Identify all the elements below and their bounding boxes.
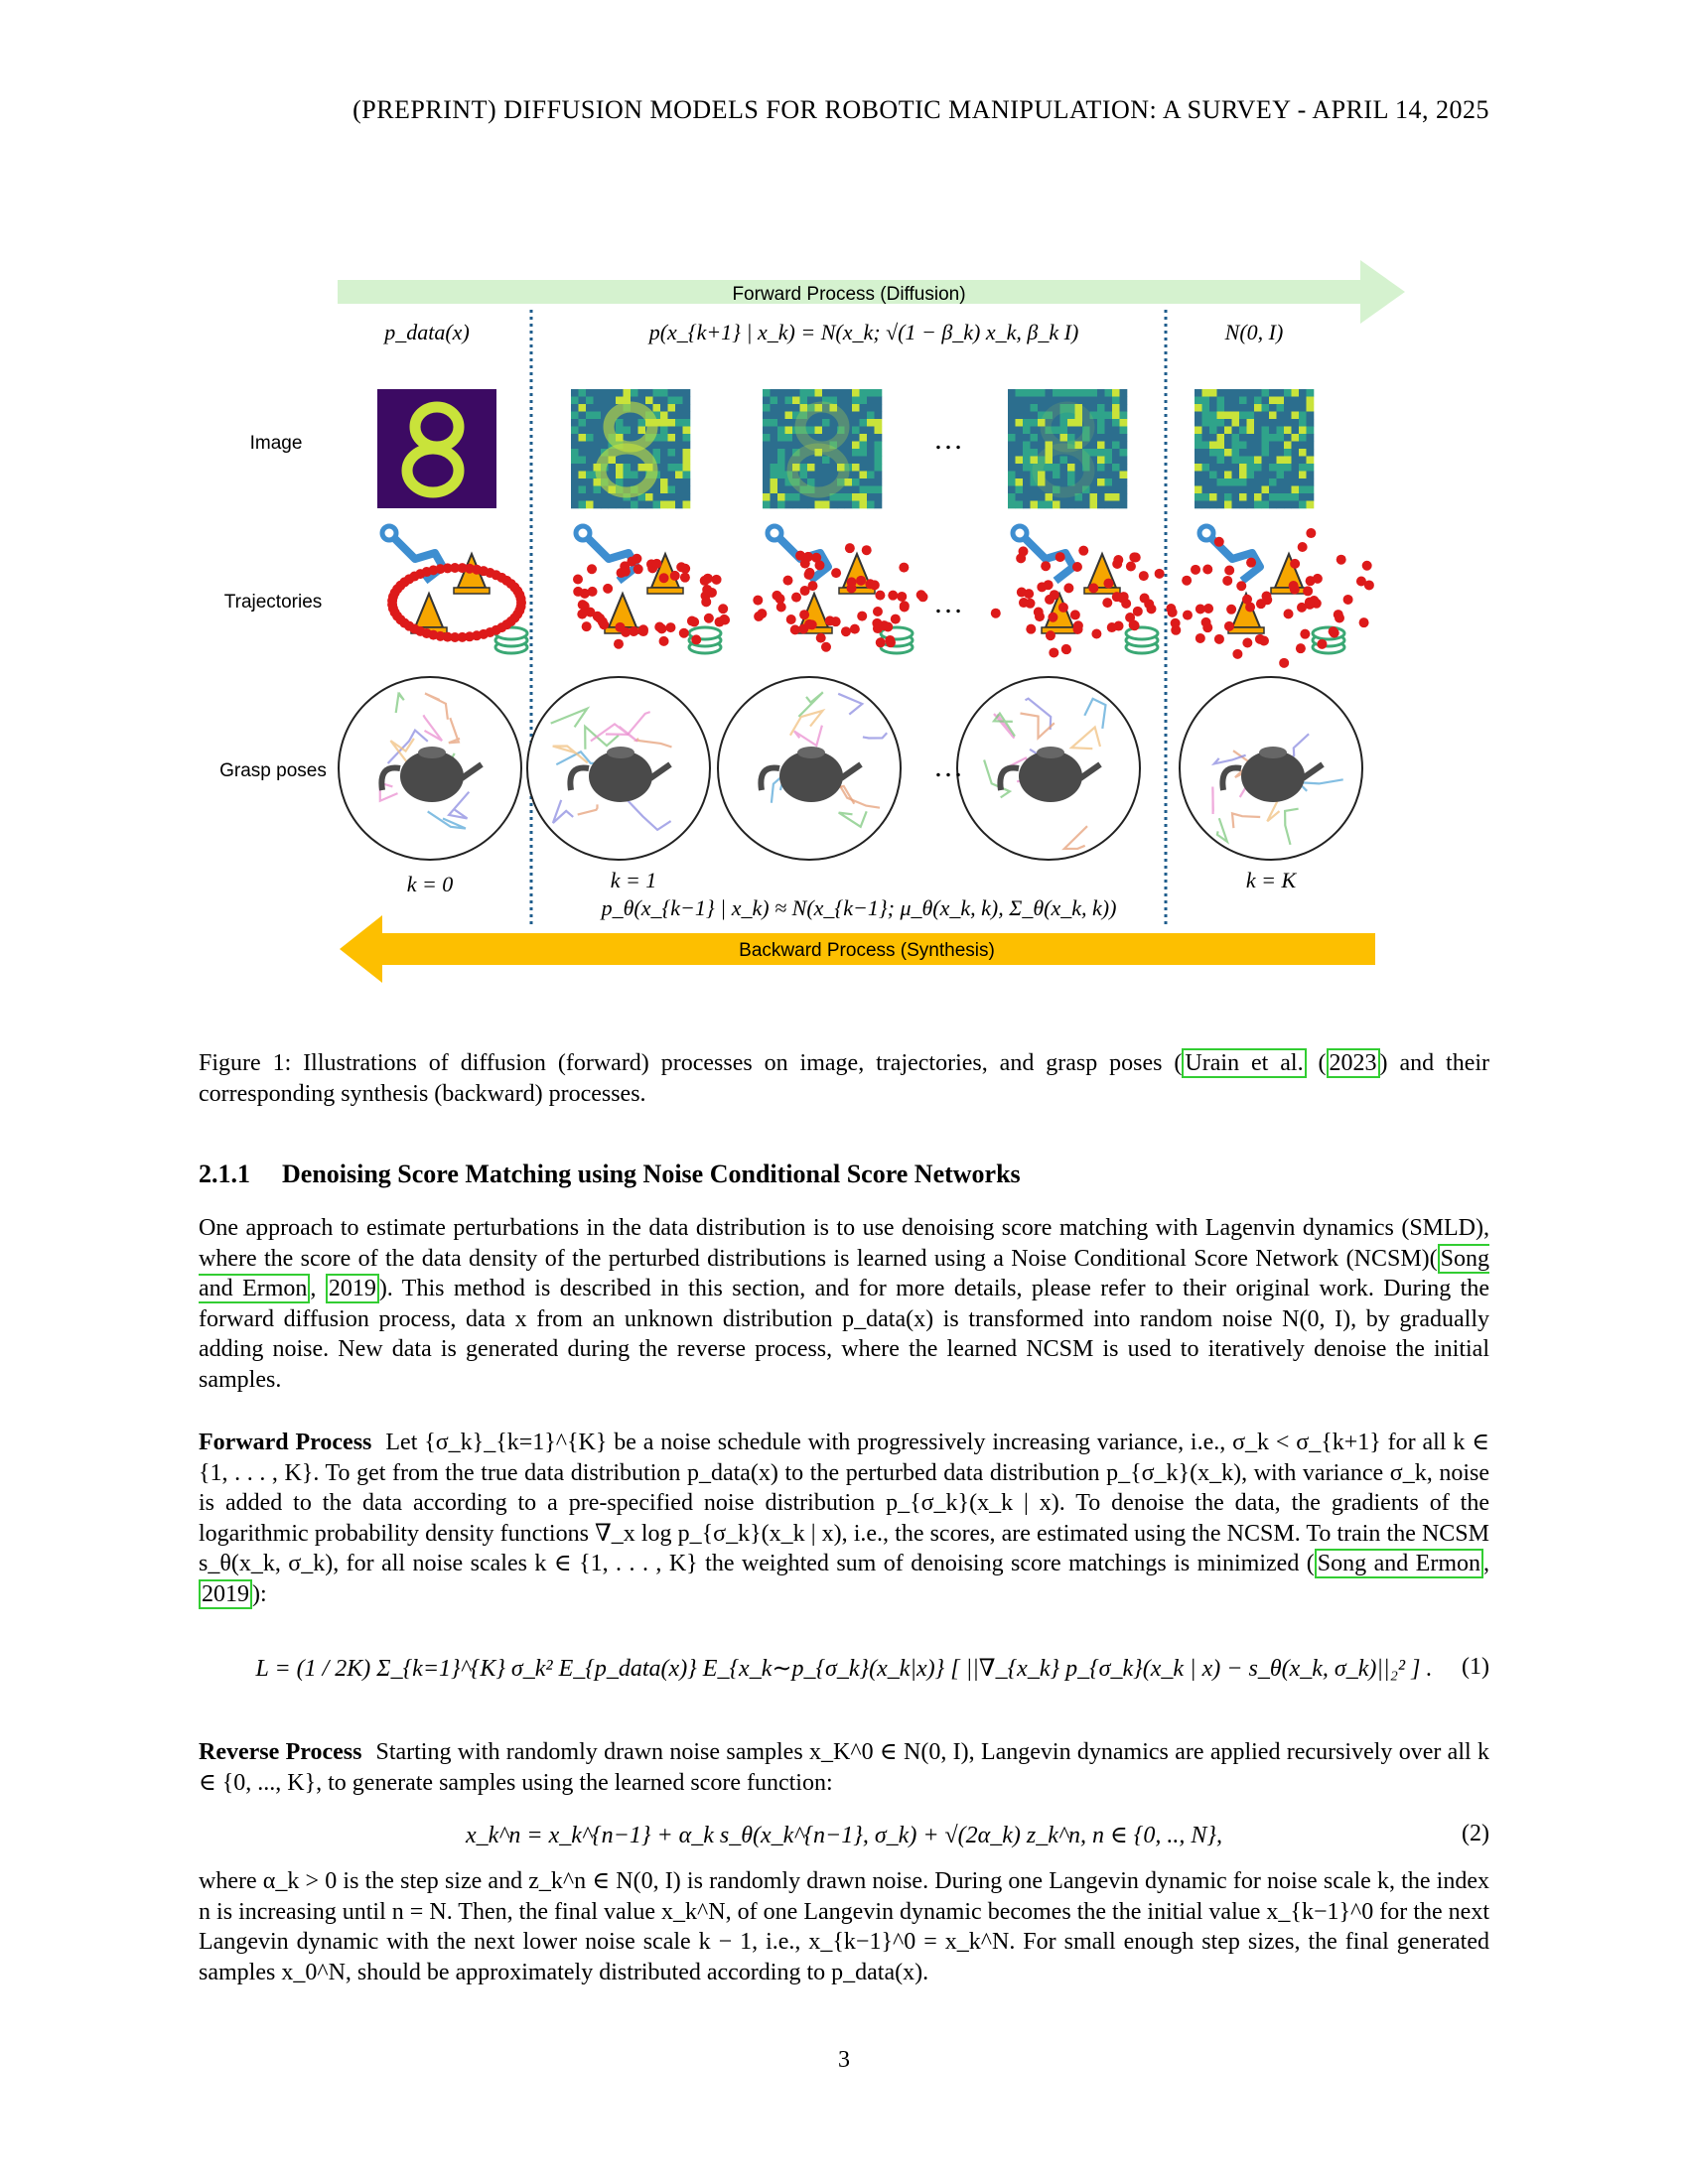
teapot-lid [1259,747,1287,758]
image-panel [763,389,882,508]
trajectory-point [573,575,583,585]
backward-arrow-label: Backward Process (Synthesis) [739,940,995,961]
trajectory-point [1303,586,1313,596]
trajectory-point [825,615,835,625]
citation-urain-year[interactable]: 2023 [1327,1048,1380,1078]
section-heading [199,1160,1489,1189]
trajectory-point [1224,621,1234,631]
trajectory-point [1242,595,1252,605]
trajectory-point [857,612,867,621]
trajectory-point [654,622,664,632]
trajectory-point [899,563,909,573]
trajectory-point [1202,564,1212,574]
trajectory-point [1214,537,1224,547]
trajectory-point [1335,613,1344,622]
image-panel [571,389,690,508]
trajectory-point [516,594,526,604]
trajectory-point [847,577,857,587]
trajectory-point [831,568,841,578]
trajectory-point [665,622,675,632]
ellipsis-trajectory-row: … [933,587,963,619]
trajectory-point [1046,630,1055,640]
reverse-process-paragraph [199,1737,1489,1798]
trajectory-point [1196,633,1205,643]
trajectory-point [1183,611,1193,620]
trajectory-point [1290,559,1300,569]
trajectory-point [1359,617,1369,627]
trajectory-point [772,591,781,601]
trajectory-point [1317,639,1327,649]
trajectory-point [753,596,763,606]
coin-stack-icon [1126,627,1158,639]
intro-text-1: One approach to estimate perturbations in the data distribution is to use denoising score matching with Lagenvin dynamics (SMLD), where the score of the data density of the perturbed distributions is learned using a Noise Conditional Score Network (NCSM)( [199,1215,1489,1272]
traffic-cone-base [454,588,490,594]
trajectory-point [1289,581,1299,591]
trajectory-point [1203,604,1213,614]
trajectory-point [704,614,714,623]
traffic-cone-icon [1275,554,1303,588]
trajectory-point [807,581,817,591]
trajectory-point [718,604,728,614]
trajectory-point [850,624,860,634]
citation-song-ermon-2-year[interactable]: 2019 [199,1579,252,1609]
robot-arm-icon [576,526,590,540]
intro-paragraph: One approach to estimate perturbations in the data distribution is to use denoising score matching with Lagenvin dynamics (SMLD), where the score of the data density of the perturbed distributions is learned using a Noise Conditional Score Network (NCSM)( Song and Ermon , 2019 ). This method is described in this section, and for more details, please refer to their original work. During the forward diffusion process, data x from an unknown distribution p_data(x) is transformed into random noise N(0, I), by gradually adding noise. New data is generated during the reverse process, where the learned NCSM is used to iteratively denoise the initial samples. [199,1215,1489,1393]
trajectory-point [821,642,831,652]
trajectory-point [876,637,886,647]
trajectory-point [1130,620,1140,630]
trajectory-panel [382,526,527,653]
trajectory-point [795,551,805,561]
trajectory-point [659,573,669,583]
forward-text-2: ): [252,1580,267,1607]
trajectory-point [1214,634,1224,644]
trajectory-point [804,619,814,629]
trajectory-point [754,612,764,621]
trajectory-point [1044,580,1054,590]
trajectory-point [1041,561,1051,571]
traffic-cone-base [1271,588,1307,594]
trajectory-point [1298,542,1308,552]
row-label-trajectories: Trajectories [223,592,323,613]
trajectory-point [616,622,626,632]
trajectory-point [1048,613,1057,622]
trajectory-point [875,591,885,601]
figure-1 [199,260,1489,995]
trajectory-point [1131,552,1141,562]
trajectory-point [1300,629,1310,639]
trajectory-point [1024,589,1034,599]
image-panel [1008,389,1127,508]
grasp-panel [957,677,1140,860]
trajectory-point [1284,609,1294,618]
trajectory-point [1155,569,1165,579]
trajectory-point [1226,605,1236,614]
trajectory-point [841,626,851,636]
trajectory-point [1073,624,1083,634]
trajectory-point [715,617,725,627]
teapot-lid [418,747,446,758]
image-panel [1195,389,1314,508]
formula-forward-transition: p(x_{k+1} | x_k) = N(x_k; √(1 − β_k) x_k, β_k I) [648,320,1079,344]
diffusion-illustration [199,260,1489,995]
trajectory-point [1336,555,1346,565]
trajectory-point [900,602,910,612]
trajectory-point [1222,576,1232,586]
caption-text-prefix: Figure 1: Illustrations of diffusion (forward) processes on image, trajectories, and grasp poses ( [199,1050,1183,1076]
trajectory-point [1058,603,1068,613]
trajectory-point [1191,565,1200,575]
trajectory-point [1279,658,1289,668]
traffic-cone-icon [415,594,443,627]
running-header: (PREPRINT) DIFFUSION MODELS FOR ROBOTIC MANIPULATION: A SURVEY - APRIL 14, 2025 [352,95,1489,124]
trajectory-point [651,559,661,569]
trajectory-point [888,591,898,601]
equation-2-body: x_k^n = x_k^{n−1} + α_k s_θ(x_k^{n−1}, σ_k) + √(2α_k) z_k^n, n ∈ {0, .., N}, [466,1823,1222,1848]
trajectory-point [1246,558,1256,568]
formula-reverse-transition: p_θ(x_{k−1} | x_k) ≈ N(x_{k−1}; μ_θ(x_k, k), Σ_θ(x_k, k)) [601,895,1117,920]
robot-arm-icon [768,526,781,540]
section-number: 2.1.1 [199,1160,250,1188]
grasp-row [339,677,1362,860]
trajectory-point [1236,581,1246,591]
trajectory-point [991,609,1001,618]
trajectory-point [1232,649,1242,659]
trajectory-point [791,593,801,603]
trajectory-point [1201,617,1211,627]
grasp-panel [339,677,521,860]
trajectory-point [1016,553,1026,563]
trajectory-point [587,564,597,574]
trajectory-point [670,571,680,581]
forward-arrow-label: Forward Process (Diffusion) [732,284,966,305]
teapot-lid [607,747,634,758]
trajectory-point [1112,592,1122,602]
trajectory-point [1107,622,1117,632]
trajectory-point [1171,618,1181,628]
robot-arm-icon [1013,526,1027,540]
trajectory-point [1102,598,1112,608]
trajectory-point [1262,595,1272,605]
trajectory-point [897,592,907,602]
section-title: Denoising Score Matching using Noise Conditional Score Networks [282,1160,1021,1188]
trajectory-point [782,576,792,586]
equation-1-body: L = (1 / 2K) Σ_{k=1}^{K} σ_k² E_{p_data(x)} E_{x_k∼p_{σ_k}(x_k|x)} [ ||∇_{x_k} p_{σ_k}(x_k | x) − s_θ(x_k, σ_k)||₂² ] . [255,1656,1433,1682]
trajectory-point [1139,571,1149,581]
trajectory-point [1224,566,1234,576]
robot-arm-icon [1026,539,1073,581]
reverse-text: Starting with randomly drawn noise samples x_K^0 ∈ N(0, I), Langevin dynamics are applied recursively over all k ∈ {0, ..., K}, to generate samples using the learned score function: [199,1739,1489,1796]
trajectory-point [1091,628,1101,638]
trajectory-point [659,636,669,646]
trajectory-point [1061,644,1071,654]
page-number: 3 [838,2047,850,2073]
image-panel [377,389,496,508]
trajectory-point [582,621,592,631]
trajectory-point [1026,624,1036,634]
trajectory-point [578,600,588,610]
trajectory-point [1049,647,1058,657]
trajectory-point [1296,643,1306,653]
trajectory-point [691,634,701,644]
trajectory-panel [573,526,730,653]
grasp-panel [527,677,710,860]
grasp-panel [718,677,901,860]
trajectory-point [633,564,643,574]
trajectory-point [1305,598,1315,608]
trajectory-point [1343,595,1353,605]
equation-1-number: (1) [1462,1654,1489,1680]
trajectory-point [872,618,882,628]
closing-paragraph [199,1866,1489,1987]
row-label-grasp-poses: Grasp poses [219,760,327,781]
trajectory-point [680,573,690,583]
trajectory-point [1362,561,1372,571]
equation-2-number: (2) [1462,1821,1489,1846]
trajectory-point [1035,612,1045,621]
trajectory-point [614,639,624,649]
trajectory-point [632,554,641,564]
trajectory-point [577,610,587,619]
trajectory-point [1103,579,1113,589]
trajectory-point [1112,559,1122,569]
trajectory-point [816,633,826,643]
trajectory-point [799,610,809,619]
reverse-process-runin: Reverse Process [199,1739,362,1765]
trajectory-point [573,587,583,597]
trajectory-point [701,597,711,607]
closing-text: where α_k > 0 is the step size and z_k^n ∈ N(0, I) is randomly drawn noise. During one Langevin dynamic for noise scale k, the index n is increasing until n = N. Then, the final value x_k^N, of one Langevin dynamic becomes the the initial value x_{k−1}^0 for the next Langevin dynamic with the next lower noise scale k − 1, i.e., x_{k−1}^0 = x_k^N. For small enough step sizes, the final generated samples x_0^N, should be approximately distributed according to p_data(x). [199,1868,1489,1985]
trajectory-point [856,576,866,586]
trajectory-point [680,564,690,574]
trajectory-point [679,628,689,638]
trajectory-point [707,588,717,598]
ellipsis-grasp-row: … [933,751,963,783]
trajectory-point [1166,604,1176,614]
trajectory-point [703,574,713,584]
trajectory-panel [753,526,927,653]
trajectory-point [1078,546,1088,556]
traffic-cone-base [647,588,683,594]
formula-gaussian-prior: N(0, I) [1224,320,1284,344]
trajectory-point [845,543,855,553]
image-row [377,389,1314,508]
trajectory-panel [991,526,1192,657]
traffic-cone-icon [609,594,636,627]
robot-arm-icon [1199,526,1213,540]
forward-text-1: Let {σ_k}_{k=1}^{K} be a noise schedule with progressively increasing variance, i.e., σ_k < σ_{k+1} for all k ∈ {1, . . . , K}. To get from the true data distribution p_data(x) to the perturbed data distribution p_{σ_k}(x_k), with variance σ_k, noise is added to the data according to a pre-specified noise distribution p_{σ_k}(x_k | x). To denoise the data, the gradients of the logarithmic probability density functions ∇_x log p_{σ_k}(x_k | x), i.e., the scores, are estimated using the NCSM. To train the NCSM s_θ(x_k, σ_k), for all noise scales k ∈ {1, . . . , K} the weighted sum of denoising score matchings is minimized ( [199,1430,1489,1576]
trajectory-point [790,624,800,634]
trajectory-point [1313,574,1323,584]
step-label-k0: k = 0 [406,872,454,896]
trajectory-point [862,545,872,555]
trajectory-point [916,590,926,600]
teapot-lid [1037,747,1064,758]
ellipsis-image-row: … [933,423,963,456]
figure-caption: Figure 1: Illustrations of diffusion (forward) processes on image, trajectories, and grasp poses ( Urain et al. ( 2023 ) and their corresponding synthesis (backward) processes. [199,1050,1490,1107]
trajectory-point [1133,607,1143,616]
caption-text-suffix: ) and their corresponding synthesis (backward) processes. [199,1050,1490,1107]
trajectory-point [1088,583,1098,593]
grasp-pose-line [1212,787,1213,815]
citation-urain-author[interactable]: Urain et al. [1182,1048,1306,1078]
step-label-kK: k = K [1245,868,1297,892]
trajectory-point [891,614,901,624]
trajectory-point [1126,561,1136,571]
citation-song-ermon-author[interactable]: Song and Ermon [199,1245,1489,1301]
trajectory-point [804,568,814,578]
trajectory-point [1063,583,1073,593]
robot-arm-icon [382,526,396,540]
trajectory-point [1182,576,1192,586]
trajectory-panel [1171,526,1374,668]
trajectory-point [1144,599,1154,609]
trajectory-point [712,575,722,585]
trajectory-point [1306,528,1316,538]
trajectory-point [1025,599,1035,609]
forward-process-runin: Forward Process [199,1430,372,1455]
formula-pdata: p_data(x) [384,320,470,344]
trajectory-point [886,637,896,647]
trajectory-point [603,584,613,594]
intro-text-2: ). This method is described in this section, and for more details, please refer to their original work. During the forward diffusion process, data x from an unknown distribution p_data(x) is transformed into random noise N(0, I), by gradually adding noise. New data is generated during the reverse process, where the learned NCSM is used to iteratively denoise the initial samples. [199,1276,1489,1393]
teapot-lid [797,747,825,758]
trajectory-point [811,553,821,563]
trajectory-point [1055,552,1065,562]
forward-process-paragraph: Forward Process Let {σ_k}_{k=1}^{K} be a noise schedule with progressively increasing variance, i.e., σ_k < σ_{k+1} for all k ∈ {1, . . . , K}. To get from the true data distribution p_data(x) to the perturbed data distribution p_{σ_k}(x_k), with variance σ_k, noise is added to the data according to a pre-specified noise distribution p_{σ_k}(x_k | x). To denoise the data, the gradients of the logarithmic probability density functions ∇_x log p_{σ_k}(x_k | x), i.e., the scores, are estimated using the NCSM. To train the NCSM s_θ(x_k, σ_k), for all noise scales k ∈ {1, . . . , K} the weighted sum of denoising score matchings is minimized ( Song and Ermon , 2019 ): [199,1430,1489,1607]
trajectory-point [873,607,883,616]
trajectory-point [870,580,880,590]
trajectory-point [1070,610,1080,619]
trajectory-point [1330,628,1339,638]
trajectory-point [620,561,630,571]
trajectory-point [1259,636,1269,646]
row-label-image: Image [249,433,303,454]
trajectory-point [786,614,796,624]
trajectory-point [1050,590,1059,600]
citation-song-ermon-year[interactable]: 2019 [326,1274,379,1303]
trajectory-point [1242,638,1252,648]
trajectory-point [588,587,598,597]
citation-song-ermon-2-author[interactable]: Song and Ermon [1315,1549,1483,1578]
trajectory-point [1356,576,1366,586]
grasp-panel [1180,677,1362,860]
trajectory-point [689,616,699,626]
step-label-k1: k = 1 [610,868,657,892]
trajectory-point [638,624,648,634]
trajectory-point [1072,562,1082,572]
